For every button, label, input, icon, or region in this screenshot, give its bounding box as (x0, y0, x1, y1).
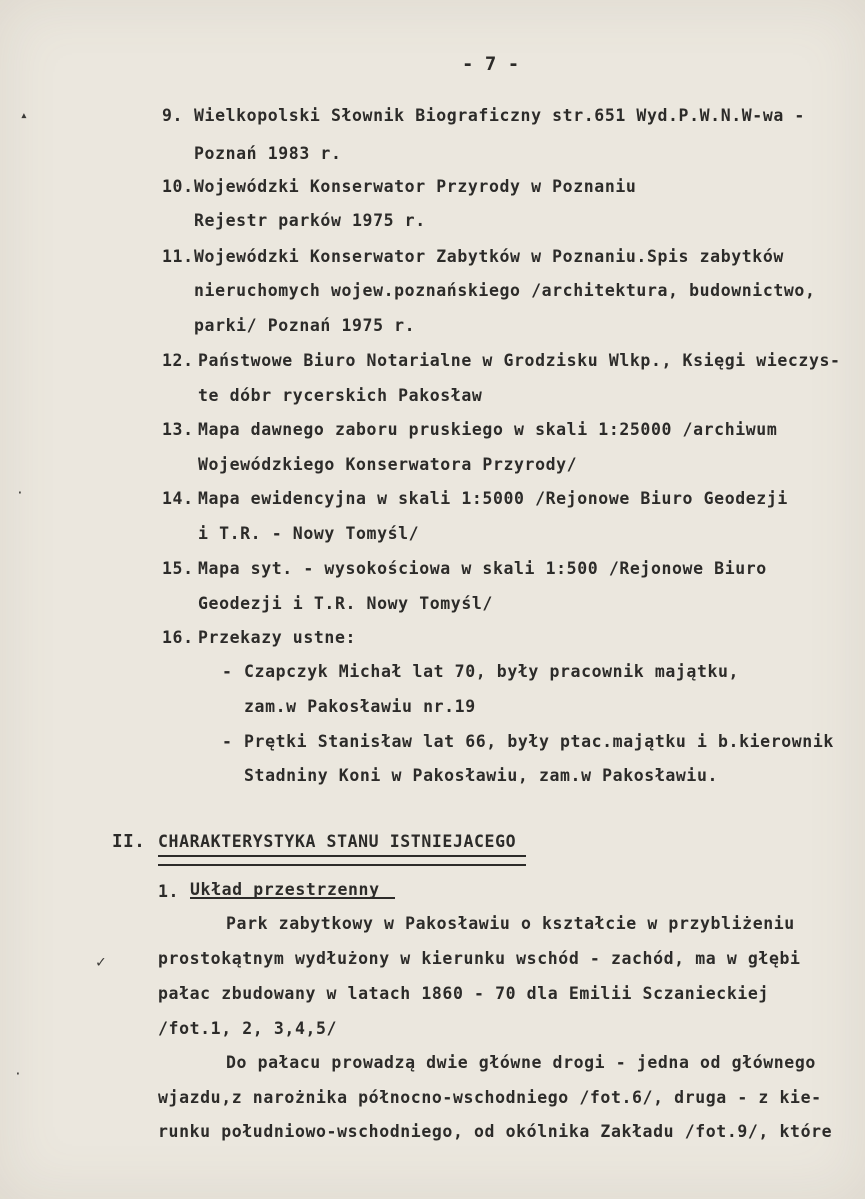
source-line: te dóbr rycerskich Pakosław (198, 386, 483, 405)
oral-dash: - (222, 732, 233, 751)
source-line: Geodezji i T.R. Nowy Tomyśl/ (198, 594, 493, 613)
subsection-underline (190, 897, 395, 899)
source-number: 13. (162, 420, 194, 439)
source-line: Mapa syt. - wysokościowa w skali 1:500 /Rejonowe Biuro (198, 559, 767, 578)
source-line: Wielkopolski Słownik Biograficzny str.651 Wyd.P.W.N.W-wa - (194, 106, 805, 125)
source-number: 11. (162, 247, 194, 266)
source-number: 16. (162, 628, 194, 647)
margin-check-mark: ✓ (96, 952, 106, 971)
oral-line: Czapczyk Michał lat 70, były pracownik majątku, (244, 662, 740, 681)
paragraph-line: prostokątnym wydłużony w kierunku wschód - zachód, ma w głębi (158, 949, 801, 968)
source-number: 14. (162, 489, 194, 508)
source-line: Poznań 1983 r. (194, 144, 342, 163)
oral-line: Prętki Stanisław lat 66, były ptac.majątku i b.kierownik (244, 732, 834, 751)
source-line: Rejestr parków 1975 r. (194, 211, 426, 230)
oral-line: zam.w Pakosławiu nr.19 (244, 697, 476, 716)
margin-speck: ▴ (20, 108, 28, 123)
oral-line: Stadniny Koni w Pakosławiu, zam.w Pakosławiu. (244, 766, 719, 785)
source-line: Przekazy ustne: (198, 628, 357, 647)
source-line: Wojewódzkiego Konserwatora Przyrody/ (198, 455, 578, 474)
source-line: Wojewódzki Konserwator Zabytków w Poznaniu.Spis zabytków (194, 247, 784, 266)
source-line: parki/ Poznań 1975 r. (194, 316, 416, 335)
subsection-number: 1. (158, 882, 180, 901)
paragraph-line: /fot.1, 2, 3,4,5/ (158, 1019, 338, 1038)
page-number: - 7 - (462, 53, 520, 75)
source-number: 15. (162, 559, 194, 578)
source-line: Mapa ewidencyjna w skali 1:5000 /Rejonowe Biuro Geodezji (198, 489, 788, 508)
source-line: Mapa dawnego zaboru pruskiego w skali 1:25000 /archiwum (198, 420, 778, 439)
paragraph-line: Park zabytkowy w Pakosławiu o kształcie w przybliżeniu (226, 914, 795, 933)
paragraph-line: Do pałacu prowadzą dwie główne drogi - jedna od głównego (226, 1053, 816, 1072)
source-line: Państwowe Biuro Notarialne w Grodzisku Wlkp., Księgi wieczys- (198, 351, 841, 370)
section-title: CHARAKTERYSTYKA STANU ISTNIEJACEGO (158, 832, 517, 851)
source-number: 10. (162, 177, 194, 196)
margin-speck: · (16, 486, 24, 501)
paragraph-line: pałac zbudowany w latach 1860 - 70 dla Emilii Sczanieckiej (158, 984, 769, 1003)
source-line: nieruchomych wojew.poznańskiego /architektura, budownictwo, (194, 281, 816, 300)
section-number: II. (112, 832, 146, 852)
source-number: 12. (162, 351, 194, 370)
source-line: Wojewódzki Konserwator Przyrody w Poznaniu (194, 177, 637, 196)
margin-speck: · (14, 1067, 22, 1082)
paragraph-line: wjazdu,z narożnika północno-wschodniego /fot.6/, druga - z kie- (158, 1088, 822, 1107)
section-double-underline (158, 855, 526, 866)
source-line: i T.R. - Nowy Tomyśl/ (198, 524, 420, 543)
source-number: 9. (162, 106, 184, 125)
paragraph-line: runku południowo-wschodniego, od okólnika Zakładu /fot.9/, które (158, 1122, 833, 1141)
oral-dash: - (222, 662, 233, 681)
subsection-title: Układ przestrzenny (190, 880, 380, 899)
